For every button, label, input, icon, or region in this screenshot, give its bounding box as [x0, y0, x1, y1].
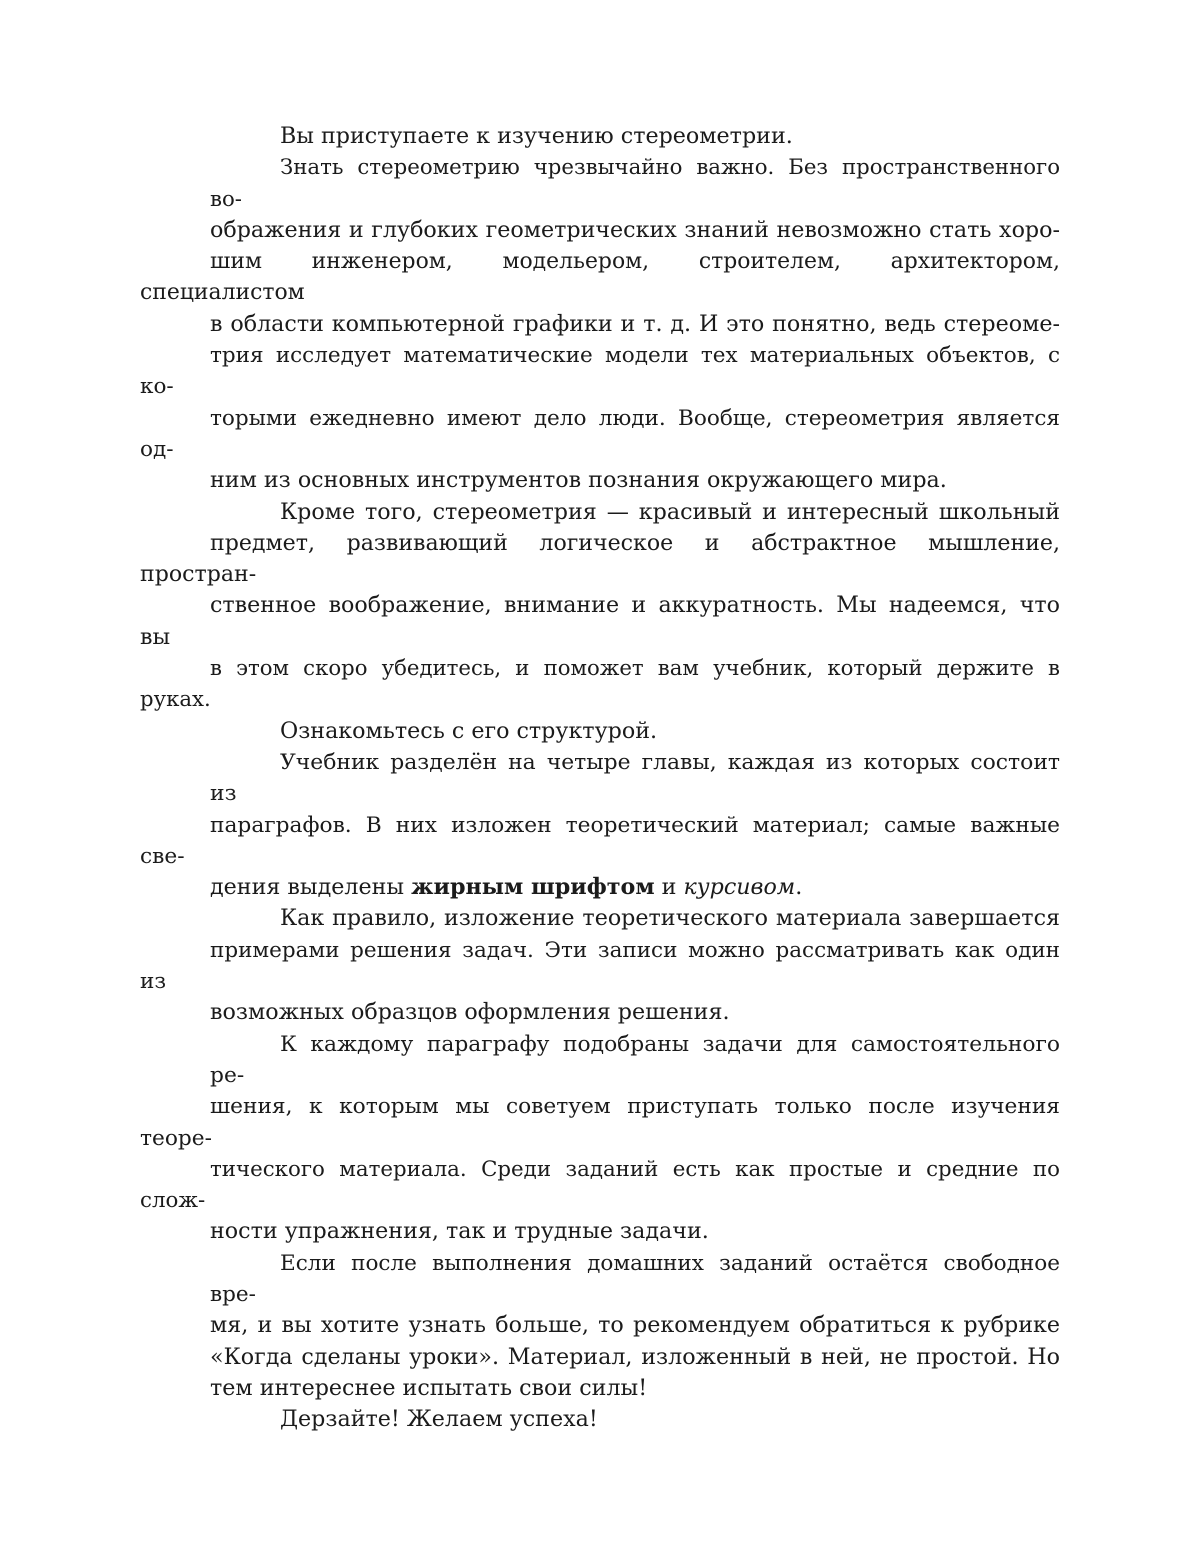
text-line: ним из основных инструментов познания окружающего мира.: [210, 467, 947, 494]
text-line: тем интереснее испытать свои силы!: [210, 1374, 648, 1401]
text-line: торыми ежедневно имеют дело люди. Вообще, стереометрия является од-: [140, 405, 1060, 462]
text-line: ности упражнения, так и трудные задачи.: [210, 1218, 709, 1245]
paragraph: [140, 903, 1060, 1028]
text-line: в этом скоро убедитесь, и поможет вам учебник, который держите в руках.: [140, 656, 1060, 713]
paragraph: [140, 1029, 1060, 1248]
text-run: дения выделены: [210, 874, 412, 901]
text-line: ображения и глубоких геометрических знаний невозможно стать хоро-: [210, 216, 1060, 243]
text-line: трия исследует математические модели тех материальных объектов, с ко-: [140, 343, 1060, 400]
text-line: Учебник разделён на четыре главы, каждая из которых состоит из: [210, 749, 1060, 807]
paragraph: [140, 747, 1060, 903]
text-line: мя, и вы хотите узнать больше, то рекомендуем обратиться к рубрике: [210, 1312, 1060, 1339]
body-text: [140, 121, 1060, 1435]
text-line: «Когда сделаны уроки». Материал, изложенный в ней, не простой. Но: [210, 1343, 1060, 1370]
text-run: .: [795, 874, 803, 901]
text-run: и: [654, 874, 684, 901]
text-line: Дерзайте! Желаем успеха!: [280, 1406, 598, 1433]
italic-text: курсивом: [683, 874, 796, 901]
paragraph: [140, 1404, 1060, 1435]
text-line: тического материала. Среди заданий есть как простые и средние по слож-: [140, 1156, 1060, 1214]
paragraph: [140, 497, 1060, 716]
bold-text: жирным шрифтом: [411, 874, 655, 901]
text-line: К каждому параграфу подобраны задачи для самостоятельного ре-: [210, 1031, 1060, 1088]
paragraph: [140, 716, 1060, 747]
text-line: [140, 872, 1060, 903]
text-line: параграфов. В них изложен теоретический материал; самые важные све-: [140, 812, 1060, 869]
text-line: Ознакомьтесь с его структурой.: [280, 717, 658, 744]
text-line: ственное воображение, внимание и аккуратность. Мы надеемся, что вы: [140, 592, 1060, 650]
text-line: шим инженером, модельером, строителем, архитектором, специалистом: [140, 249, 1060, 306]
text-line: Если после выполнения домашних заданий остаётся свободное вре-: [210, 1250, 1060, 1307]
text-line: Кроме того, стереометрия — красивый и интересный школьный: [280, 498, 1060, 525]
text-line: шения, к которым мы советуем приступать только после изучения теоре-: [140, 1094, 1060, 1151]
text-line: примерами решения задач. Эти записи можно рассматривать как один из: [140, 937, 1060, 995]
paragraph: [140, 121, 1060, 152]
text-line: Вы приступаете к изучению стереометрии.: [280, 123, 793, 149]
paragraph: [140, 1248, 1060, 1404]
text-line: предмет, развивающий логическое и абстрактное мышление, простран-: [140, 529, 1060, 588]
paragraph: [140, 152, 1060, 496]
text-line: возможных образцов оформления решения.: [210, 999, 730, 1026]
text-line: Как правило, изложение теоретического материала завершается: [280, 905, 1060, 932]
text-line: Знать стереометрию чрезвычайно важно. Без пространственного во-: [210, 155, 1060, 212]
text-line: в области компьютерной графики и т. д. И это понятно, ведь стереоме-: [210, 310, 1060, 337]
